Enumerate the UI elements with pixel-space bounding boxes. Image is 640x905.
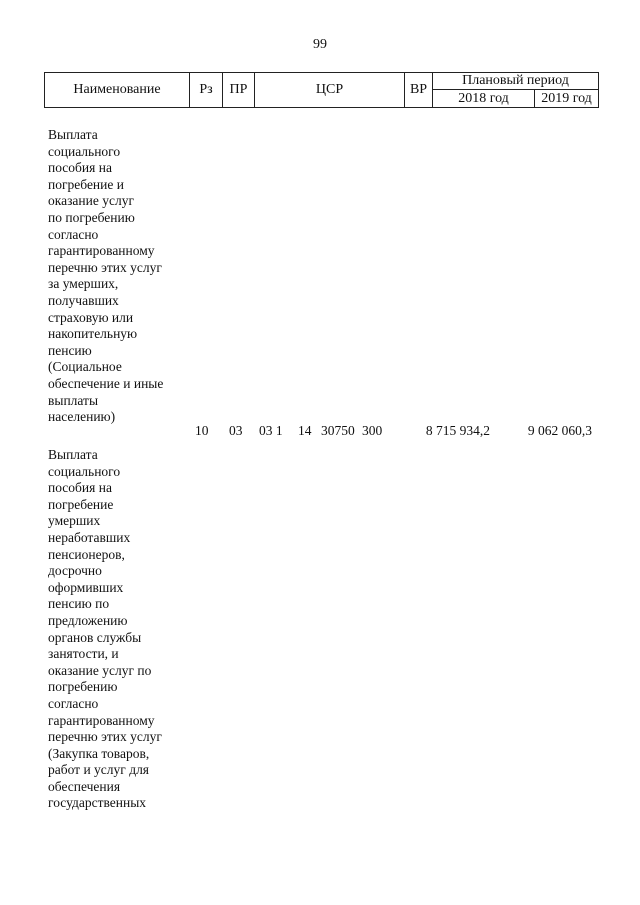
row-1-name: Выплата социального пособия на погребение и оказание услуг по погребению согласно гарантированному перечню этих услуг за умерших, получавших страховую или накопительную пенсию (Социальное обеспечение и иные выплаты населению)	[48, 127, 164, 425]
row-1-value-2019: 9 062 060,3	[527, 423, 592, 438]
header-plan-period: Плановый период	[433, 73, 598, 90]
row-2-name: Выплата социального пособия на погребение умерших неработавших пенсионеров, досрочно оформивших пенсию по предложению органов службы занятости, и оказание услуг по погребению согласно гарантированному перечню этих услуг (Закупка товаров, работ и услуг для обеспечения государственных	[48, 447, 162, 811]
row-1-value-2018: 8 715 934,2	[425, 423, 490, 438]
row-1-vr: 300	[362, 423, 383, 438]
row-1-csr-part1: 03 1	[259, 423, 283, 438]
page-number: 99	[313, 37, 327, 52]
header-year-2019: 2019 год	[541, 90, 592, 106]
header-name: Наименование	[45, 73, 190, 107]
header-rz: Рз	[190, 73, 223, 107]
row-1-csr-part3: 30750	[321, 423, 355, 438]
row-1-rz: 10	[195, 423, 209, 438]
table-header	[44, 72, 599, 108]
header-vr: ВР	[405, 73, 433, 107]
header-year-2018: 2018 год	[433, 90, 535, 107]
header-pr: ПР	[223, 73, 255, 107]
row-1-csr-part2: 14	[298, 423, 312, 438]
header-csr: ЦСР	[255, 73, 405, 107]
row-1-pr: 03	[229, 423, 243, 438]
